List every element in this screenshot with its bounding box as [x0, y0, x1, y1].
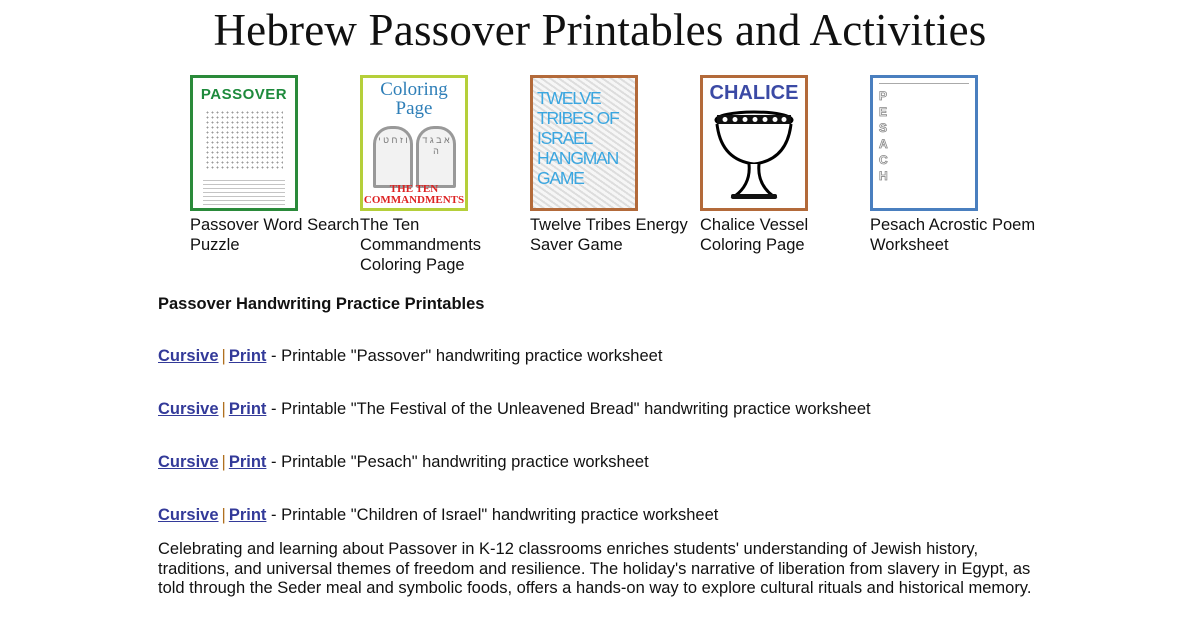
thumbnail-caption[interactable]: Passover Word Search Puzzle [190, 216, 360, 254]
chalice-image[interactable] [700, 75, 808, 211]
separator: | [221, 506, 226, 524]
ten-commandments-label: THE TEN COMMANDMENTS [363, 183, 465, 206]
separator: | [221, 453, 226, 471]
coloring-page-title: Coloring Page [380, 79, 448, 119]
thumbnail-word-search[interactable] [190, 75, 360, 275]
cursive-link[interactable]: Cursive [158, 347, 219, 365]
page-title: Hebrew Passover Printables and Activities [213, 5, 987, 55]
handwriting-item [158, 506, 718, 525]
thumbnail-caption[interactable]: Twelve Tribes Energy Saver Game [530, 216, 688, 254]
word-search-image[interactable] [190, 75, 298, 211]
thumbnail-caption[interactable]: Pesach Acrostic Poem Worksheet [870, 216, 1036, 254]
item-description: - Printable "Pesach" handwriting practice worksheet [271, 453, 649, 471]
acrostic-letters: P E S A C H [879, 89, 888, 183]
print-link[interactable]: Print [228, 506, 267, 524]
print-link[interactable]: Print [228, 400, 267, 418]
cursive-link[interactable]: Cursive [158, 400, 219, 418]
word-search-image-title: PASSOVER [200, 86, 288, 103]
item-description: - Printable "The Festival of the Unleavened Bread" handwriting practice worksheet [271, 400, 871, 418]
cursive-link[interactable]: Cursive [158, 506, 219, 524]
item-description: - Printable "Passover" handwriting practice worksheet [271, 347, 663, 365]
thumbnail-caption[interactable]: Chalice Vessel Coloring Page [700, 216, 809, 254]
thumbnail-ten-commandments[interactable] [360, 75, 530, 275]
item-description: - Printable "Children of Israel" handwriting practice worksheet [271, 506, 719, 524]
thumbnail-pesach-acrostic[interactable] [870, 75, 1040, 275]
letter-grid [205, 110, 283, 170]
handwriting-item [158, 453, 649, 472]
twelve-tribes-image-text: TWELVE TRIBES OF ISRAEL HANGMAN GAME [537, 88, 619, 188]
thumbnail-gallery [190, 75, 1040, 275]
handwriting-item [158, 347, 662, 366]
print-link[interactable]: Print [228, 347, 267, 365]
separator: | [221, 347, 226, 365]
handwriting-heading: Passover Handwriting Practice Printables [158, 295, 485, 313]
ten-commandments-image[interactable] [360, 75, 468, 211]
intro-paragraph: Celebrating and learning about Passover in K-12 classrooms enriches students' understanding of Jewish history, traditions, and universal themes of freedom and resilience. The holiday's narrative of liberation from slavery in Egypt, as told through the Seder meal and symbolic foods, offers a hands-on way to explore cultural rituals and historical memory. [158, 540, 1032, 597]
separator: | [221, 400, 226, 418]
tablet-left-icon: ו ז ח ט י [373, 126, 413, 188]
handwriting-item [158, 400, 871, 419]
tablet-right-icon: א ב ג ד ה [416, 126, 456, 188]
thumbnail-twelve-tribes[interactable] [530, 75, 700, 275]
name-line [879, 81, 969, 84]
print-link[interactable]: Print [228, 453, 267, 471]
chalice-image-title: CHALICE [709, 82, 799, 104]
thumbnail-chalice[interactable] [700, 75, 870, 275]
word-list [203, 178, 285, 206]
chalice-icon [711, 108, 797, 206]
cursive-link[interactable]: Cursive [158, 453, 219, 471]
pesach-acrostic-image[interactable] [870, 75, 978, 211]
twelve-tribes-image[interactable] [530, 75, 638, 211]
thumbnail-caption[interactable]: The Ten Commandments Coloring Page [360, 216, 482, 274]
